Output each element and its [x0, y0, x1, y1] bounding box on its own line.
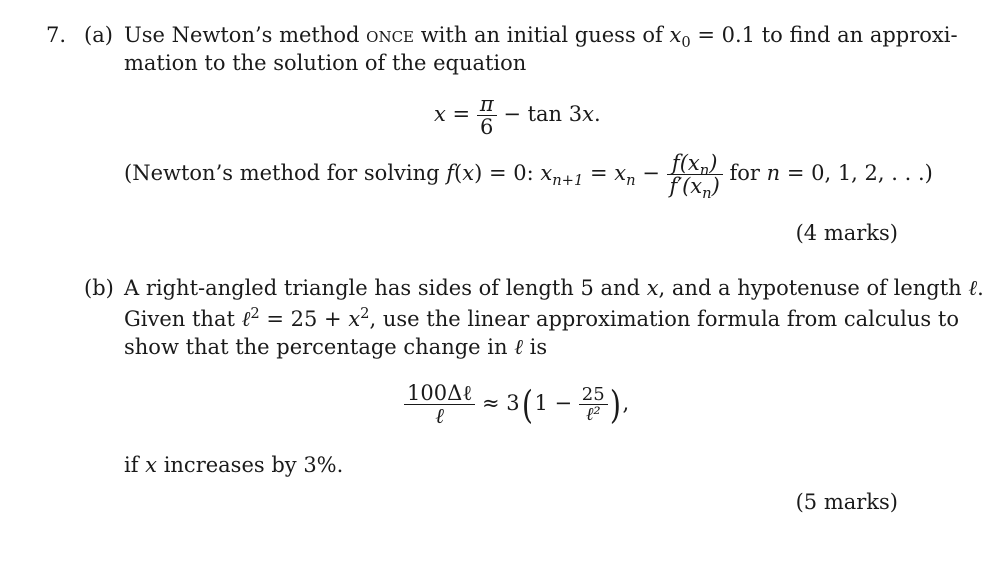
fraction-denominator	[667, 174, 723, 203]
question-number: 7.	[46, 23, 67, 47]
numerator-text: f(x	[671, 151, 700, 175]
text-run: , and a hypotenuse of length	[658, 276, 969, 300]
text-run: = 0.1 to find an approxi-	[690, 23, 958, 47]
text-run: if	[124, 453, 146, 477]
text-run: ) = 0:	[474, 161, 541, 185]
numerator-close: )	[709, 151, 718, 175]
open-paren: (	[521, 382, 533, 427]
newton-hint	[124, 150, 933, 203]
math-subscript: n	[702, 185, 712, 203]
math-superscript: 2	[250, 305, 260, 322]
math-var: ℓ	[968, 276, 978, 300]
part-a-label: (a)	[84, 23, 113, 47]
fraction-numerator	[667, 151, 723, 180]
math-op: ≈ 3	[482, 391, 520, 415]
percentage-formula	[404, 378, 629, 428]
denominator-text: f′(x	[669, 174, 703, 198]
fraction-numerator: π	[477, 93, 497, 116]
denominator-close: )	[711, 174, 720, 198]
part-a-marks: (4 marks)	[795, 221, 898, 245]
text-run: Use Newton’s method	[124, 23, 367, 47]
text-run: − tan 3	[503, 102, 583, 126]
pi-over-six-fraction	[477, 93, 497, 138]
close-paren: )	[609, 382, 621, 427]
fraction-denominator: ℓ²	[585, 404, 601, 425]
math-subscript: 0	[681, 34, 691, 52]
math-var: x	[646, 276, 659, 300]
math-var: x	[348, 307, 361, 331]
math-subscript: n	[699, 162, 710, 180]
part-b-condition	[124, 452, 343, 478]
text-run: .	[977, 276, 984, 300]
text-run: with an initial guess of	[414, 23, 670, 47]
math-op: −	[635, 161, 667, 185]
part-b-line-1	[124, 275, 984, 301]
math-var: f	[446, 161, 455, 185]
text-run: 1 −	[534, 391, 573, 415]
math-op: =	[452, 102, 471, 126]
math-var: x	[540, 161, 553, 185]
math-var: x	[462, 161, 475, 185]
math-var: x	[669, 23, 682, 47]
equation-display	[434, 92, 601, 138]
math-var: x	[614, 161, 627, 185]
part-b-label: (b)	[84, 276, 114, 300]
text-run: A right-angled triangle has sides of length 5 and	[124, 276, 647, 300]
percentage-fraction	[404, 382, 475, 427]
text-run: (Newton’s method for solving	[124, 161, 447, 185]
text-run: show that the percentage change in	[124, 335, 515, 359]
text-run: = 0, 1, 2, . . .)	[780, 161, 933, 185]
math-var: x	[582, 102, 594, 126]
fraction-denominator: 6	[480, 115, 494, 139]
text-run: , use the linear approximation formula from calculus to	[369, 307, 959, 331]
math-var: ℓ	[514, 335, 523, 359]
text-run: is	[522, 335, 548, 359]
text-run: = 25 +	[259, 307, 349, 331]
math-var: n	[766, 161, 781, 185]
text-run: ,	[622, 391, 630, 415]
math-op: =	[583, 161, 615, 185]
part-b-marks: (5 marks)	[795, 490, 898, 514]
text-run: Given that	[124, 307, 242, 331]
text-run: .	[593, 102, 601, 126]
math-subscript: n	[626, 172, 636, 190]
part-b-line-2	[124, 306, 959, 332]
fraction-numerator: 25	[579, 385, 608, 405]
fraction-numerator: 100Δℓ	[404, 382, 475, 405]
part-a-line-1	[124, 22, 958, 52]
math-var: x	[145, 453, 158, 477]
math-superscript: 2	[360, 305, 370, 322]
fraction-denominator: ℓ	[435, 404, 445, 428]
part-a-line-2: mation to the solution of the equation	[124, 51, 527, 75]
text-run: for	[729, 161, 767, 185]
math-subscript: n+1	[552, 172, 584, 190]
text-run: (	[454, 161, 463, 185]
math-var: x	[434, 102, 446, 126]
newton-fraction	[667, 151, 723, 203]
once-emphasis: once	[366, 23, 415, 47]
text-run: increases by 3%.	[157, 453, 344, 477]
part-b-line-3	[124, 334, 547, 360]
inner-fraction	[579, 385, 608, 424]
math-var: ℓ	[241, 307, 251, 331]
